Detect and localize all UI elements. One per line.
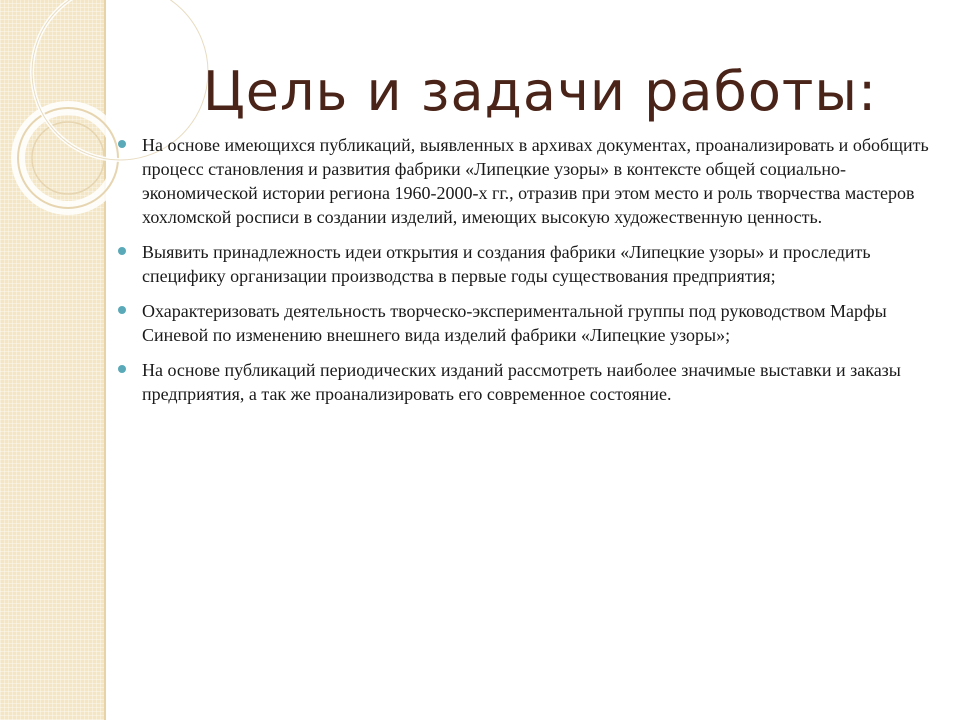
slide-title: Цель и задачи работы: bbox=[202, 60, 878, 123]
bullet-dot-icon bbox=[118, 365, 126, 373]
list-item bbox=[118, 299, 938, 347]
bullet-text: На основе публикаций периодических изданий рассмотреть наиболее значимые выставки и заказы предприятия, а так же проанализировать его современное состояние. bbox=[142, 360, 901, 404]
list-item bbox=[118, 240, 938, 288]
bullet-dot-icon bbox=[118, 247, 126, 255]
bullet-text: Выявить принадлежность идеи открытия и создания фабрики «Липецкие узоры» и проследить специфику организации производства в первые годы существования предприятия; bbox=[142, 242, 871, 286]
bullet-text: Охарактеризовать деятельность творческо-экспериментальной группы под руководством Марфы Синевой по изменению внешнего вида изделий фабрики «Липецкие узоры»; bbox=[142, 301, 887, 345]
list-item bbox=[118, 133, 938, 229]
bullet-text: На основе имеющихся публикаций, выявленных в архивах документах, проанализировать и обобщить процесс становления и развития фабрики «Липецкие узоры» в контексте общей социально-экономической истории региона 1960-2000-х гг., отразив при этом место и роль творчества мастеров хохломской росписи в создании изделий, имеющих высокую художественную ценность. bbox=[142, 135, 929, 227]
bullet-list bbox=[118, 133, 938, 417]
bullet-dot-icon bbox=[118, 140, 126, 148]
bullet-dot-icon bbox=[118, 306, 126, 314]
list-item bbox=[118, 358, 938, 406]
